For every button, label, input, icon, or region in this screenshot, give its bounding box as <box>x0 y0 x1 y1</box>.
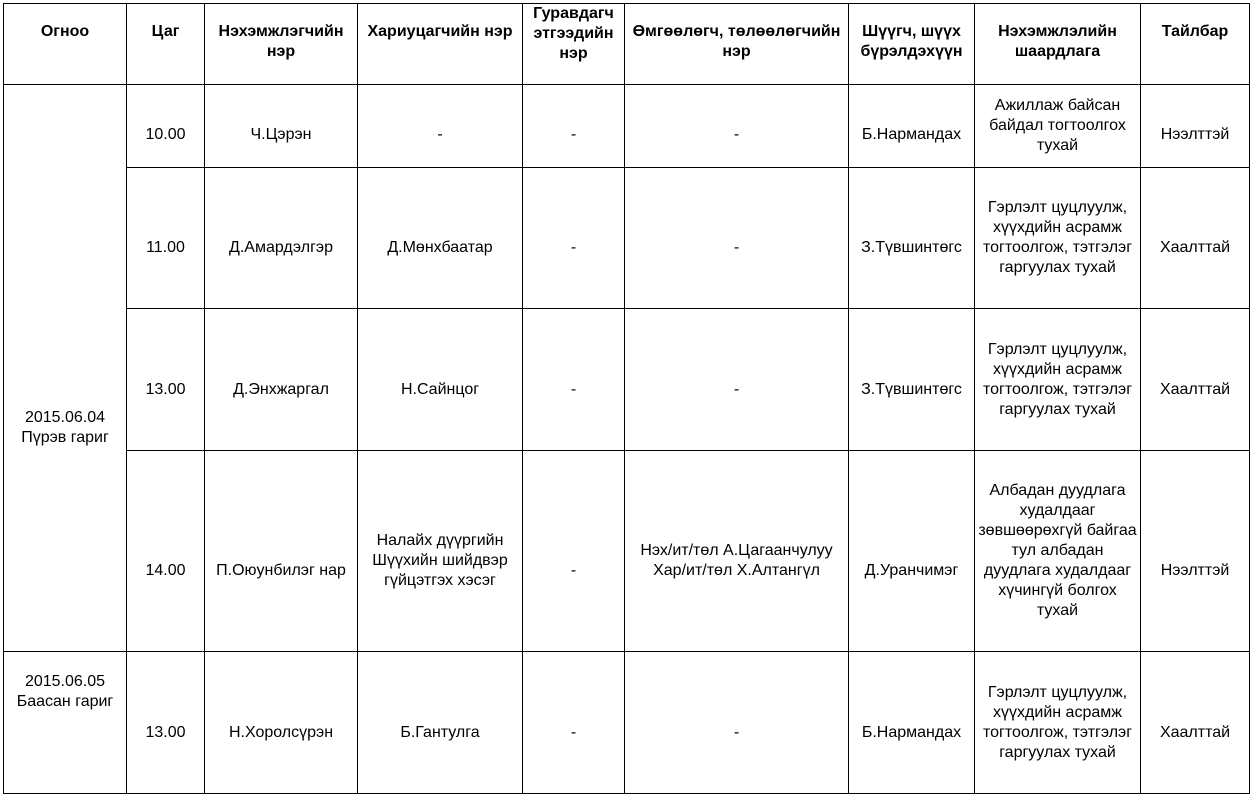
lawyer-cell: - <box>625 168 849 309</box>
lawyer-cell: - <box>625 85 849 168</box>
plaintiff-cell: Д.Амардэлгэр <box>205 168 358 309</box>
header-third-party: Гуравдагч этгээдийн нэр <box>523 4 625 85</box>
time-cell: 14.00 <box>127 451 205 652</box>
lawyer-cell: Нэх/ит/төл А.Цагаанчулуу Хар/ит/төл Х.Алтангүл <box>625 451 849 652</box>
note-cell: Хаалттай <box>1141 652 1250 794</box>
day-value: Пүрэв гариг <box>21 429 109 446</box>
third-party-cell: - <box>523 309 625 451</box>
header-time: Цаг <box>127 4 205 85</box>
judge-cell: Б.Нармандах <box>849 652 975 794</box>
header-plaintiff: Нэхэмжлэгчийн нэр <box>205 4 358 85</box>
requirement-cell: Ажиллаж байсан байдал тогтоолгох тухай <box>975 85 1141 168</box>
date-value: 2015.06.05 <box>24 673 106 690</box>
header-defendant: Хариуцагчийн нэр <box>358 4 523 85</box>
court-schedule-table <box>3 3 1250 794</box>
requirement-cell: Гэрлэлт цуцлуулж, хүүхдийн асрамж тогтоолгож, тэтгэлэг гаргуулах тухай <box>975 652 1141 794</box>
table-row <box>4 652 1250 794</box>
header-requirement: Нэхэмжлэлийн шаардлага <box>975 4 1141 85</box>
header-row <box>4 4 1250 85</box>
table-row <box>4 451 1250 652</box>
judge-cell: З.Түвшинтөгс <box>849 168 975 309</box>
table-row <box>4 85 1250 168</box>
date-cell <box>4 85 127 652</box>
judge-cell: Б.Нармандах <box>849 85 975 168</box>
table-row <box>4 309 1250 451</box>
date-value: 2015.06.04 <box>24 409 106 426</box>
lawyer-cell: - <box>625 309 849 451</box>
defendant-cell: Б.Гантулга <box>358 652 523 794</box>
plaintiff-cell: П.Оюунбилэг нар <box>205 451 358 652</box>
date-cell <box>4 652 127 794</box>
defendant-cell: - <box>358 85 523 168</box>
third-party-cell: - <box>523 451 625 652</box>
defendant-cell: Д.Мөнхбаатар <box>358 168 523 309</box>
day-value: Баасан гариг <box>16 693 114 710</box>
judge-cell: Д.Уранчимэг <box>849 451 975 652</box>
requirement-cell: Гэрлэлт цуцлуулж, хүүхдийн асрамж тогтоолгож, тэтгэлэг гаргуулах тухай <box>975 168 1141 309</box>
note-cell: Хаалттай <box>1141 309 1250 451</box>
requirement-cell: Гэрлэлт цуцлуулж, хүүхдийн асрамж тогтоолгож, тэтгэлэг гаргуулах тухай <box>975 309 1141 451</box>
time-cell: 11.00 <box>127 168 205 309</box>
lawyer-cell: - <box>625 652 849 794</box>
third-party-cell: - <box>523 85 625 168</box>
note-cell: Нээлттэй <box>1141 451 1250 652</box>
third-party-cell: - <box>523 168 625 309</box>
plaintiff-cell: Д.Энхжаргал <box>205 309 358 451</box>
requirement-cell: Албадан дуудлага худалдааг зөвшөөрөхгүй байгаа тул албадан дуудлага худалдааг хүчингүй болгох тухай <box>975 451 1141 652</box>
time-cell: 10.00 <box>127 85 205 168</box>
header-date: Огноо <box>4 4 127 85</box>
time-cell: 13.00 <box>127 309 205 451</box>
defendant-cell: Налайх дүүргийн Шүүхийн шийдвэр гүйцэтгэх хэсэг <box>358 451 523 652</box>
defendant-cell: Н.Сайнцог <box>358 309 523 451</box>
table-row <box>4 168 1250 309</box>
third-party-cell: - <box>523 652 625 794</box>
judge-cell: З.Түвшинтөгс <box>849 309 975 451</box>
header-judge: Шүүгч, шүүх бүрэлдэхүүн <box>849 4 975 85</box>
header-lawyer: Өмгөөлөгч, төлөөлөгчийн нэр <box>625 4 849 85</box>
plaintiff-cell: Н.Хоролсүрэн <box>205 652 358 794</box>
time-cell: 13.00 <box>127 652 205 794</box>
header-note: Тайлбар <box>1141 4 1250 85</box>
note-cell: Нээлттэй <box>1141 85 1250 168</box>
note-cell: Хаалттай <box>1141 168 1250 309</box>
plaintiff-cell: Ч.Цэрэн <box>205 85 358 168</box>
